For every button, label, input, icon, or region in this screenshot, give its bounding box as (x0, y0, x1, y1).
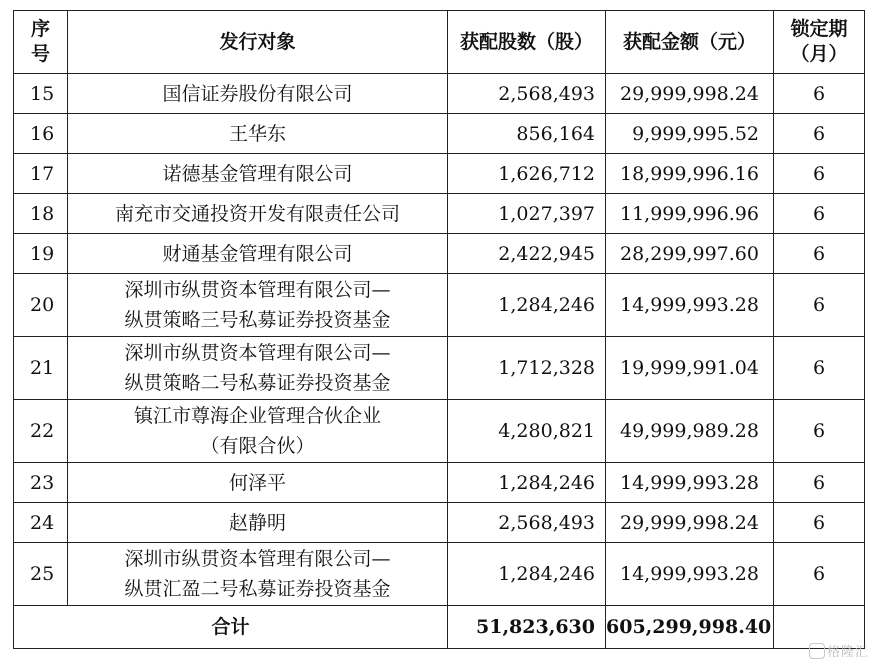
watermark-logo-icon (809, 643, 825, 659)
row-amount: 14,999,993.28 (606, 274, 774, 337)
row-shares: 1,027,397 (448, 194, 606, 234)
table-row (14, 337, 865, 400)
row-amount: 49,999,989.28 (606, 400, 774, 463)
row-shares: 1,626,712 (448, 154, 606, 194)
row-amount: 14,999,993.28 (606, 463, 774, 503)
table-row (14, 463, 865, 503)
table-row (14, 400, 865, 463)
row-lock: 6 (774, 543, 865, 606)
row-shares: 4,280,821 (448, 400, 606, 463)
row-no: 22 (14, 400, 68, 463)
row-shares: 1,284,246 (448, 543, 606, 606)
table-row (14, 74, 865, 114)
row-no: 19 (14, 234, 68, 274)
table-row (14, 154, 865, 194)
row-amount: 28,299,997.60 (606, 234, 774, 274)
row-shares: 1,284,246 (448, 274, 606, 337)
row-no: 17 (14, 154, 68, 194)
total-shares: 51,823,630 (448, 606, 606, 649)
row-amount: 11,999,996.96 (606, 194, 774, 234)
row-shares: 2,568,493 (448, 74, 606, 114)
row-no: 25 (14, 543, 68, 606)
row-lock: 6 (774, 503, 865, 543)
row-amount: 9,999,995.52 (606, 114, 774, 154)
row-no: 20 (14, 274, 68, 337)
row-issuer: 深圳市纵贯资本管理有限公司— 纵贯汇盈二号私募证券投资基金 (68, 543, 448, 606)
row-no: 21 (14, 337, 68, 400)
row-lock: 6 (774, 154, 865, 194)
total-row (14, 606, 865, 649)
row-lock: 6 (774, 114, 865, 154)
header-amount: 获配金额（元） (606, 11, 774, 74)
row-issuer: 王华东 (68, 114, 448, 154)
row-issuer: 深圳市纵贯资本管理有限公司— 纵贯策略二号私募证券投资基金 (68, 337, 448, 400)
row-issuer: 深圳市纵贯资本管理有限公司— 纵贯策略三号私募证券投资基金 (68, 274, 448, 337)
row-no: 24 (14, 503, 68, 543)
row-lock: 6 (774, 463, 865, 503)
row-issuer: 财通基金管理有限公司 (68, 234, 448, 274)
table-row (14, 114, 865, 154)
table-row (14, 234, 865, 274)
row-lock: 6 (774, 337, 865, 400)
row-issuer: 何泽平 (68, 463, 448, 503)
row-no: 16 (14, 114, 68, 154)
row-shares: 2,422,945 (448, 234, 606, 274)
row-issuer: 南充市交通投资开发有限责任公司 (68, 194, 448, 234)
row-lock: 6 (774, 234, 865, 274)
header-shares: 获配股数（股） (448, 11, 606, 74)
header-lock-period: 锁定期 （月） (774, 11, 865, 74)
table-row (14, 543, 865, 606)
total-label: 合计 (14, 606, 448, 649)
table-row (14, 194, 865, 234)
table-row (14, 274, 865, 337)
row-amount: 14,999,993.28 (606, 543, 774, 606)
row-lock: 6 (774, 194, 865, 234)
row-lock: 6 (774, 74, 865, 114)
row-issuer: 国信证券股份有限公司 (68, 74, 448, 114)
row-issuer: 镇江市尊海企业管理合伙企业 （有限合伙） (68, 400, 448, 463)
row-shares: 1,712,328 (448, 337, 606, 400)
watermark: 格隆汇 (809, 641, 869, 660)
header-issuer: 发行对象 (68, 11, 448, 74)
row-issuer: 赵静明 (68, 503, 448, 543)
row-shares: 856,164 (448, 114, 606, 154)
row-amount: 18,999,996.16 (606, 154, 774, 194)
row-shares: 1,284,246 (448, 463, 606, 503)
total-amount: 605,299,998.40 (606, 606, 774, 649)
allocation-table (13, 10, 865, 649)
row-amount: 19,999,991.04 (606, 337, 774, 400)
row-no: 15 (14, 74, 68, 114)
row-issuer: 诺德基金管理有限公司 (68, 154, 448, 194)
row-lock: 6 (774, 274, 865, 337)
row-no: 18 (14, 194, 68, 234)
row-no: 23 (14, 463, 68, 503)
row-amount: 29,999,998.24 (606, 74, 774, 114)
header-no: 序 号 (14, 11, 68, 74)
row-lock: 6 (774, 400, 865, 463)
table-header-row (14, 11, 865, 74)
table-row (14, 503, 865, 543)
row-shares: 2,568,493 (448, 503, 606, 543)
row-amount: 29,999,998.24 (606, 503, 774, 543)
